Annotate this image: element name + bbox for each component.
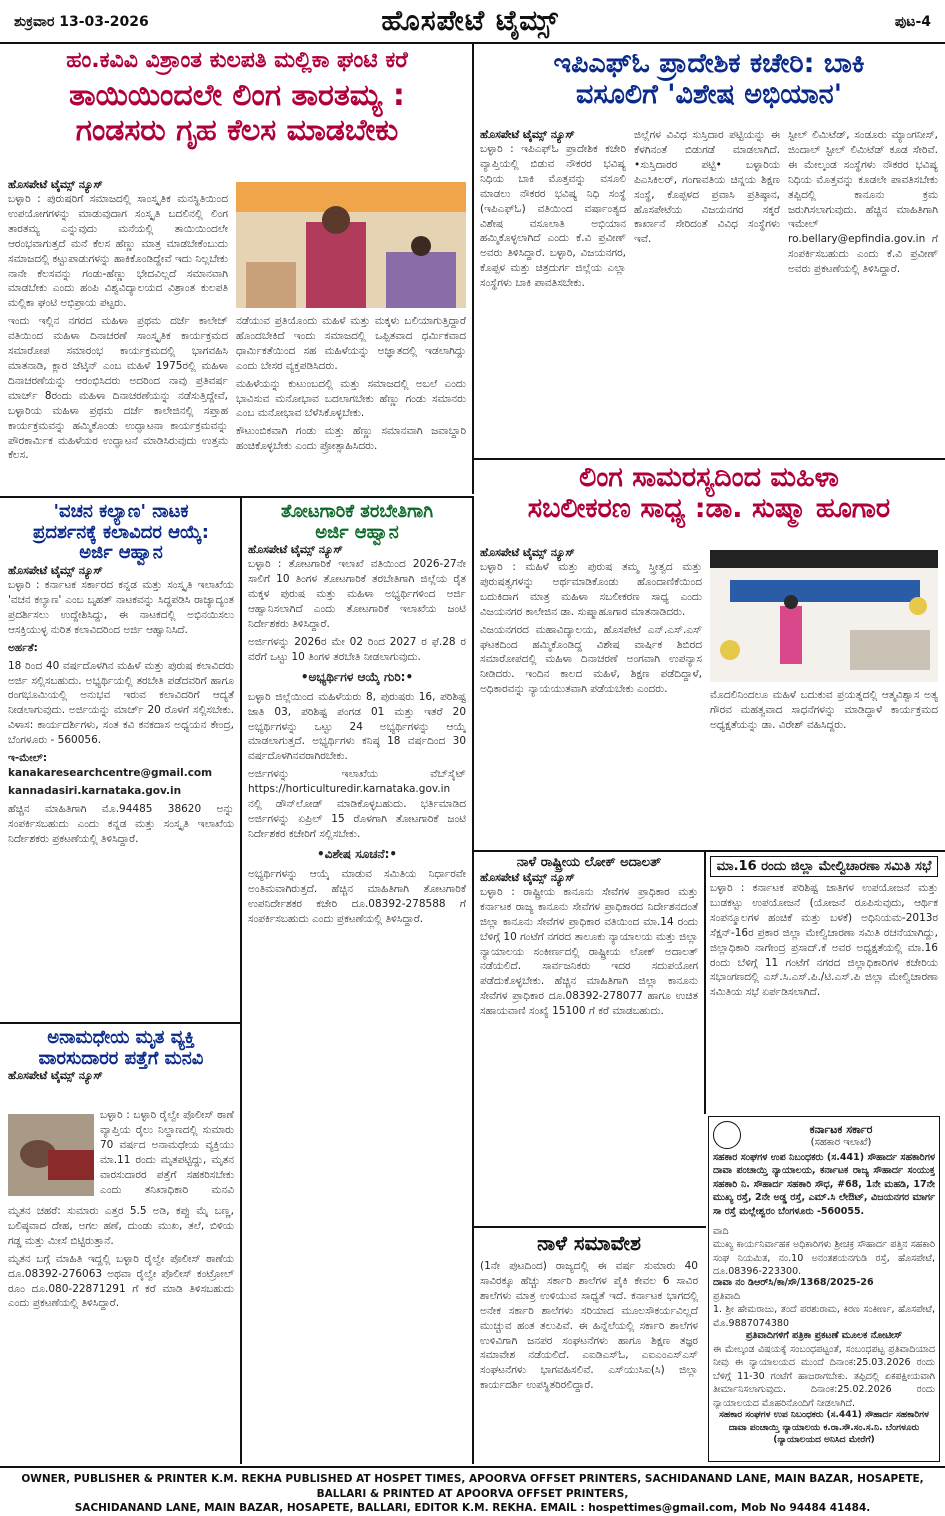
column-rule bbox=[472, 498, 474, 1464]
emblem-icon bbox=[713, 1121, 741, 1149]
story-headline-line2: ಅರ್ಜಿ ಆಹ್ವಾನ bbox=[315, 521, 399, 543]
imprint-footer bbox=[0, 1466, 945, 1515]
story-headline-line1: ತಾಯಿಯಿಂದಲೇ ಲಿಂಗ ತಾರತಮ್ಯ : bbox=[69, 78, 405, 113]
story-headline: ನಾಳೆ ಸಮಾವೇಶ bbox=[537, 1231, 641, 1255]
department-label: (ಸಹಕಾರ ಇಲಾಖೆ) bbox=[810, 1136, 872, 1148]
story-body-continued: ಮೊದಲಿನಿಂದಲೂ ಮಹಿಳೆ ಬದುಕುವ ಪ್ರಯತ್ನದಲ್ಲಿ ಆತ್ಮವಿಶ್ವಾಸ ಅತ್ಯ ಗೌರವ ಮಹತ್ವವಾದ ಸಾಧನೆಗಳನ್ನು ಮಾಡಿದ್ದಾಳೆ ಕಾರ್ಯಕ್ರಮದ ಅಧ್ಯಕ್ಷತೆಯನ್ನು ಡಾ. ವಿರೇಶ್ ವಹಿಸಿದ್ದರು. bbox=[710, 689, 938, 731]
story-headline-line1: ಲಿಂಗ ಸಾಮರಸ್ಯದಿಂದ ಮಹಿಳಾ bbox=[579, 462, 839, 493]
defendant-label: ಪ್ರತಿವಾದಿ bbox=[713, 1290, 741, 1302]
story-headline-line2: ಸಬಲೀಕರಣ ಸಾಧ್ಯ :ಡಾ. ಸುಷ್ಮಾ ಹೂಗಾರ bbox=[527, 493, 891, 525]
petitioner-label: ವಾದಿ bbox=[713, 1226, 729, 1237]
story-body: ಬಳ್ಳಾರಿ : ಕರ್ನಾಟಕ ಪರಿಶಿಷ್ಟ ಜಾತಿಗಳ ಉಪಯೋಜನೆ ಮತ್ತು ಬುಡಕಟ್ಟು ಉಪಯೋಜನೆ (ಯೋಜನೆ ರೂಪಿಸುವುದು, ಆರ್ಥಿಕ ಸಂಪನ್ಮೂಲಗಳ ಹಂಚಿಕೆ ಮತ್ತು ಬಳಕೆ) ಅಧಿನಿಯಮ-2013ರ ಸೆಕ್ಷನ್-16ರ ಪ್ರಕಾರ ಜಿಲ್ಲಾ ಮೇಲ್ವಿಚಾರಣಾ ಸಮಿತಿ ರಚನೆಯಾಗಿದ್ದು, ಜಿಲ್ಲಾಧಿಕಾರಿ ನಾಗೇಂದ್ರ ಪ್ರಸಾದ್.ಕೆ ಅವರ ಅಧ್ಯಕ್ಷತೆಯಲ್ಲಿ ಮಾ.16 ರಂದು ಬೆಳಿಗ್ಗೆ 11 ಗಂಟೆಗೆ ನಗರದ ಜಿಲ್ಲಾಧಿಕಾರಿಗಳ ಕಚೇರಿಯ ಸಭಾಂಗಣದಲ್ಲಿ ಎಸ್.ಸಿ.ಎಸ್.ಪಿ./ಟಿ.ಎಸ್.ಪಿ ಜಿಲ್ಲಾ ಮೇಲ್ವಿಚಾರಣಾ ಸಮಿತಿಯ ಸಭೆ ಏರ್ಪಡಿಸಲಾಗಿದೆ. bbox=[710, 882, 938, 999]
story-body: ಬಳ್ಳಾರಿ : ಬಳ್ಳಾರಿ ರೈಲ್ವೇ ಪೊಲೀಸ್ ಠಾಣೆ ವ್ಯಾಪ್ತಿಯ ರೈಲು ನಿಲ್ದಾಣದಲ್ಲಿ ಸುಮಾರು 70 ವರ್ಷದ ಅನಾಮಧೇಯ ವ್ಯಕ್ತಿಯು ಮಾ.11 ರಂದು ಮೃತಪಟ್ಟಿದ್ದು, ಮೃತನ ವಾರಸುದಾರರ ಪತ್ತೆಗೆ ಸಹಕರಿಸಬೇಕು ಎಂದು ತನಿಖಾಧಿಕಾರಿ ಮನವಿ bbox=[100, 1109, 234, 1196]
imprint-line1: OWNER, PUBLISHER & PRINTER K.M. REKHA PUBLISHED AT HOSPET TIMES, APOORVA OFFSET PRINTERS, SACHIDANAND LANE, MAIN BAZAR, HOSAPETE, BALLARI & PRINTED AT APOORVA OFFSET PRINTERS, bbox=[21, 1473, 924, 1500]
story-horticulture-training bbox=[248, 502, 466, 1462]
paragraph: ಬಳ್ಳಾರಿ : ಮಹಿಳೆ ಮತ್ತು ಪುರುಷ ತಮ್ಮ ಸ್ತ್ರೀತ್ವದ ಮತ್ತು ಪುರುಷತ್ವಗಳನ್ನು ಅರ್ಥಮಾಡಿಕೊಂಡು ಹೊಂದಾಣಿಕೆಯಿಂದ ಬದುಕಿದಾಗ ಮಾತ್ರ ಮಹಿಳಾ ಸಬಲೀಕರಣ ಸಾಧ್ಯ ಎಂದು ವಿಜಯನಗರ ಕಾಲೇಜಿನ ಡಾ. ಸುಷ್ಮಾಹೂಗಾರ ಮಾತನಾಡಿದರು. bbox=[480, 561, 702, 618]
speaker-photo bbox=[236, 182, 466, 308]
story-body bbox=[248, 557, 466, 1437]
story-headline-line2: ಗಂಡಸರು ಗೃಹ ಕೆಲಸ ಮಾಡಬೇಕು bbox=[75, 112, 399, 148]
story-body bbox=[8, 578, 234, 978]
story-headline: ಮಾ.16 ರಂದು ಜಿಲ್ಲಾ ಮೇಲ್ವಿಚಾರಣಾ ಸಮಿತಿ ಸಭೆ bbox=[710, 856, 938, 877]
column-rule bbox=[704, 852, 706, 1114]
story-body: ಬಳ್ಳಾರಿ : ರಾಷ್ಟ್ರೀಯ ಕಾನೂನು ಸೇವೆಗಳ ಪ್ರಾಧಿಕಾರ ಮತ್ತು ಕರ್ನಾಟಕ ರಾಜ್ಯ ಕಾನೂನು ಸೇವೆಗಳ ಪ್ರಾಧಿಕಾರದ ನಿರ್ದೇಶನದಂತೆ ಜಿಲ್ಲಾ ಕಾನೂನು ಸೇವೆಗಳ ಪ್ರಾಧಿಕಾರ ವತಿಯಿಂದ ಮಾ.14 ರಂದು ಬೆಳಿಗ್ಗೆ 10 ಗಂಟೆಗೆ ನಗರದ ತಾಲೂಕು ನ್ಯಾಯಾಲಯ ಮತ್ತು ಜಿಲ್ಲಾ ನ್ಯಾಯಾಲಯ ಸಂಕೀರ್ಣದಲ್ಲಿ ರಾಷ್ಟ್ರೀಯ ಲೋಕ್ ಅದಾಲತ್ ನಡೆಯಲಿದೆ. ಸಾರ್ವಜನಿಕರು ಇದರ ಸದುಪಯೋಗ ಪಡೆದುಕೊಳ್ಳಬೇಕು. ಹೆಚ್ಚಿನ ಮಾಹಿತಿಗಾಗಿ ಜಿಲ್ಲಾ ಕಾನೂನು ಸೇವೆಗಳ ಪ್ರಾಧಿಕಾರ ದೂ.08392-278077 ಹಾಗೂ ಉಚಿತ ಸಹಾಯವಾಣಿ ಸಂಖ್ಯೆ 15100 ಗೆ ಕರೆ ಮಾಡಬಹುದು. bbox=[480, 885, 698, 1018]
paragraph: ಮೃತನ ಚಹರೆ: ಸುಮಾರು ಎತ್ತರ 5.5 ಅಡಿ, ಕಪ್ಪು ಮೈ ಬಣ್ಣ, ಬಲಿಷ್ಠವಾದ ದೇಹ, ಅಗಲ ಹಣೆ, ದುಂಡು ಮುಖ, ತಲೆ, ಬಿಳಿಯ ಗಡ್ಡ ಮತ್ತು ಮೀಸೆ ಬಿಟ್ಟಿರುತ್ತಾನೆ. bbox=[8, 1205, 234, 1247]
paragraph: ಅರ್ಜಿಗಳನ್ನು ಇಲಾಖೆಯ ವೆಬ್‌ಸೈಟ್ https://horticulturedir.karnataka.gov.in ನಲ್ಲಿ ಡೌನ್‌ಲೋಡ್ ಮಾಡಿಕೊಳ್ಳಬಹುದು. ಭರ್ತಿಮಾಡಿದ ಅರ್ಜಿಗಳನ್ನು ಏಪ್ರಿಲ್ 15 ರೊಳಗಾಗಿ ತೋಟಗಾರಿಕೆ ಜಂಟಿ ನಿರ್ದೇಶಕರ ಕಚೇರಿಗೆ ಸಲ್ಲಿಸಬೇಕು. bbox=[248, 768, 466, 840]
section-label: •ಅಭ್ಯರ್ಥಿಗಳ ಆಯ್ಕೆ ಗುರಿ:• bbox=[300, 669, 414, 684]
story-gender-harmony bbox=[480, 462, 938, 846]
notice-title: ಪ್ರತಿವಾದಿಗಳಿಗೆ ಪತ್ರಿಕಾ ಪ್ರಕಟಣೆ ಮೂಲಕ ನೋಟೀಸ್ bbox=[745, 1330, 903, 1342]
story-headline: ನಾಳೆ ರಾಷ್ಟ್ರೀಯ ಲೋಕ್ ಅದಾಲತ್ bbox=[516, 855, 662, 870]
story-lok-adalat bbox=[480, 856, 698, 1224]
paragraph: 18 ರಿಂದ 40 ವರ್ಷದೊಳಗಿನ ಮಹಿಳೆ ಮತ್ತು ಪುರುಷ ಕಲಾವಿದರು ಅರ್ಜಿ ಸಲ್ಲಿಸಬಹುದು. ಅಭ್ಯರ್ಥಿಯಲ್ಲಿ ತರಬೇತಿ ಪಡೆದವರಿಗೆ ಹಾಗೂ ರಂಗಭೂಮಿಯಲ್ಲಿ ಅನುಭವ ಇರುವ ಕಲಾವಿದರಿಗೆ ಆದ್ಯತೆ ನೀಡಲಾಗುವುದು. ಅರ್ಜಿಯನ್ನು ಮಾರ್ಚ್ 20 ರೊಳಗೆ ಸಲ್ಲಿಸಬೇಕು. ವಿಳಾಸ: ಕಾರ್ಯದರ್ಶಿಗಳು, ಸಂತ ಕವಿ ಕನಕದಾಸ ಅಧ್ಯಯನ ಕೇಂದ್ರ, ಬೆಂಗಳೂರು - 560056. bbox=[8, 659, 234, 747]
story-byline: ಹೊಸಪೇಟೆ ಟೈಮ್ಸ್ ನ್ಯೂಸ್ bbox=[480, 546, 575, 559]
story-byline: ಹೊಸಪೇಟೆ ಟೈಮ್ಸ್ ನ್ಯೂಸ್ bbox=[480, 128, 575, 141]
imprint-line2: SACHIDANAND LANE, MAIN BAZAR, HOSAPETE, BALLARI, EDITOR K.M. REKHA. EMAIL : hospettimes@gmail.com, Mob No 94484 41484. bbox=[74, 1502, 871, 1515]
story-unidentified-body bbox=[8, 1028, 234, 1462]
paragraph: ಇಂದು ಇಲ್ಲಿನ ನಗರದ ಮಹಿಳಾ ಪ್ರಥಮ ದರ್ಜೆ ಕಾಲೇಜ್ ವತಿಯಿಂದ ಮಹಿಳಾ ದಿನಾಚರಣೆ ಸಾಂಸ್ಕೃತಿಕ ಕಾರ್ಯಕ್ರಮದ ಸಮಾರೋಪ ಸಮಾರಂಭ ಕಾರ್ಯಕ್ರಮದಲ್ಲಿ ಭಾಗವಹಿಸಿ ಮಾತನಾಡಿ, ಕ್ಲಾರ ಜೆಟ್ಕಿನ್ ಎಂಬ ಮಹಿಳೆ 1975ರಲ್ಲಿ ಮಹಿಳಾ ದಿನಾಚರಣೆಯನ್ನು ಆರಂಭಿಸಿದರು ಅದರಿಂದ ನಾವು ಪ್ರತಿವರ್ಷ ಮಾರ್ಚ್ 8ರಂದು ಮಹಿಳಾ ದಿನಾಚರಣೆಯನ್ನು ನಡೆಸುತ್ತಿದ್ದೇವೆ, ಬಳ್ಳಾರಿಯ ಮಹಿಳಾ ಪ್ರಥಮ ದರ್ಜೆ ಕಾಲೇಜಿನಲ್ಲಿ ಸಪ್ತಾಹ ಕಾರ್ಯಕ್ರಮವನ್ನು ಹಮ್ಮಿಕೊಂಡು ಉದ್ಘಾಟನಾ ಕಾರ್ಯಕ್ರಮವನ್ನು ಪೌರಕಾರ್ಮಿಕ ಮಹಿಳೆಯರ ಉದ್ಘಾಟನೆ ಮಾಡಿಸಿರುವುದು ಉತ್ತಮ ಕೆಲಸ. bbox=[8, 315, 228, 462]
story-headline-line2: ಪ್ರದರ್ಶನಕ್ಕೆ ಕಲಾವಿದರ ಆಯ್ಕೆ: bbox=[33, 521, 209, 543]
story-byline: ಹೊಸಪೇಟೆ ಟೈಮ್ಸ್ ನ್ಯೂಸ್ bbox=[8, 1069, 103, 1083]
page-number: ಪುಟ-4 bbox=[894, 14, 931, 30]
legal-notice-ad bbox=[708, 1116, 940, 1462]
notice-body: ಈ ಮೇಲ್ಕಂಡ ವಿಷಯಕ್ಕೆ ಸಂಬಂಧಪಟ್ಟಂತೆ, ಸಂಬಂಧಪಟ್ಟ ಪ್ರತಿವಾದಿಯಾದ ನೀವು ಈ ನ್ಯಾಯಾಲಯದ ಮುಂದೆ ದಿನಾಂಕ:25.03.2026 ರಂದು ಬೆಳಿಗ್ಗೆ 11-30 ಗಂಟೆಗೆ ಹಾಜರಾಗಬೇಕು. ತಪ್ಪಿದಲ್ಲಿ ಏಕಪಕ್ಷೀಯವಾಗಿ ತೀರ್ಮಾನಿಸಲಾಗುವುದು. ದಿನಾಂಕ:25.02.2026 ರಂದು ನ್ಯಾಯಾಲಯದ ಮೊಹರಿನೊಂದಿಗೆ ನೀಡಲಾಗಿದೆ. bbox=[713, 1343, 935, 1409]
newspaper-title: ಹೊಸಪೇಟೆ ಟೈಮ್ಸ್ bbox=[381, 4, 559, 37]
story-vachana-kalyana bbox=[8, 502, 234, 1022]
story-monitoring-meeting bbox=[710, 856, 938, 1112]
story-headline-line2: ವಸೂಲಿಗೆ 'ವಿಶೇಷ ಅಭಿಯಾನ' bbox=[576, 79, 842, 111]
defendant-details: 1. ಶ್ರೀ ಹೇಮರಾಜು, ತಂದೆ ಪರಶುರಾಮ, ಕಿರಣ ಸಂಕೀರ್ಣ, ಹೊಸಪೇಟೆ, ಮೊ.9887074380 bbox=[713, 1304, 935, 1329]
story-body bbox=[8, 192, 228, 492]
paragraph: ಬಳ್ಳಾರಿ : ತೋಟಗಾರಿಕೆ ಇಲಾಖೆ ವತಿಯಿಂದ 2026-27ನೇ ಸಾಲಿಗೆ 10 ತಿಂಗಳ ತೋಟಗಾರಿಕೆ ತರಬೇತಿಗಾಗಿ ಜಿಲ್ಲೆಯ ರೈತ ಮಕ್ಕಳ ಪುರುಷ ಮತ್ತು ಮಹಿಳಾ ಅಭ್ಯರ್ಥಿಗಳಿಂದ ಅರ್ಜಿ ಆಹ್ವಾನಿಸಲಾಗಿದೆ ಎಂದು ತೋಟಗಾರಿಕೆ ಇಲಾಖೆಯ ಜಂಟಿ ನಿರ್ದೇಶಕರು ತಿಳಿಸಿದ್ದಾರೆ. bbox=[248, 558, 466, 630]
paragraph: ಅರ್ಜಿಗಳನ್ನು 2026ರ ಮೇ 02 ರಿಂದ 2027 ರ ಫೆ.28 ರ ವರೆಗೆ ಒಟ್ಟು 10 ತಿಂಗಳ ತರಬೇತಿ ನೀಡಲಾಗುವುದು. bbox=[248, 635, 466, 663]
paragraph: ಮಹಿಳೆಯನ್ನು ಕುಟುಂಬದಲ್ಲಿ ಮತ್ತು ಸಮಾಜದಲ್ಲಿ ಅಬಲೆ ಎಂದು ಭಾವಿಸುವ ಮನೋಭಾವ ಬದಲಾಗಬೇಕು ಹೆಣ್ಣು ಗಂಡು ಸಮಾನರು ಎಂಬ ಮನೋಭಾವ ಬೆಳೆಸಿಕೊಳ್ಳಬೇಕು. bbox=[236, 377, 466, 420]
story-convention bbox=[480, 1232, 698, 1462]
column-rule bbox=[240, 498, 242, 1464]
website-link[interactable]: kannadasiri.karnataka.gov.in bbox=[8, 784, 182, 797]
story-body bbox=[480, 560, 702, 850]
section-rule bbox=[474, 458, 945, 460]
paragraph: ಅಭ್ಯರ್ಥಿಗಳನ್ನು ಆಯ್ಕೆ ಮಾಡುವ ಸಮಿತಿಯ ನಿರ್ಧಾರವೇ ಅಂತಿಮವಾಗಿರುತ್ತದೆ. ಹೆಚ್ಚಿನ ಮಾಹಿತಿಗಾಗಿ ತೋಟಗಾರಿಕೆ ಉಪನಿರ್ದೇಶಕರ ಕಚೇರಿ ದೂ.08392-278588 ಗೆ ಸಂಪರ್ಕಿಸಬಹುದು ಎಂದು ಪ್ರಕಟಣೆಯಲ್ಲಿ ತಿಳಿಸಿದ್ದಾರೆ. bbox=[248, 867, 466, 925]
section-label: •ವಿಶೇಷ ಸೂಚನೆ:• bbox=[316, 846, 398, 861]
court-address: ಸಹಕಾರ ಸಂಘಗಳ ಉಪ ನಿಬಂಧಕರು (ಸ.441) ಸೌಹಾರ್ದ ಸಹಕಾರಿಗಳ ದಾವಾ ಪಂಚಾಯ್ತಿ ನ್ಯಾಯಾಲಯ, ಕರ್ನಾಟಕ ರಾಜ್ಯ ಸೌಹಾರ್ದ ಸಂಯುಕ್ತ ಸಹಕಾರಿ ನಿ. ಸೌಹಾರ್ದ ಸಹಕಾರಿ ಸೌಧ, #68, 1ನೇ ಮಹಡಿ, 17ನೇ ಮುಖ್ಯ ರಸ್ತೆ, 2ನೇ ಅಡ್ಡ ರಸ್ತೆ, ಎಮ್.ಸಿ ಲೇಔಟ್, ವಿಜಯನಗರ ಮಾರ್ಗ ಸಾ ರಸ್ತೆ ಮಲ್ಲೇಶ್ವರಂ ಬೆಂಗಳೂರು -560055. bbox=[713, 1152, 935, 1217]
story-epfo-drive bbox=[480, 48, 938, 454]
section-rule bbox=[0, 1022, 240, 1024]
government-label: ಕರ್ನಾಟಕ ಸರ್ಕಾರ bbox=[809, 1122, 873, 1136]
section-rule bbox=[474, 1226, 706, 1228]
story-kicker: ಹಂ.ಕವಿವಿ ವಿಶ್ರಾಂತ ಕುಲಪತಿ ಮಲ್ಲಿಕಾ ಘಂಟಿ ಕರೆ bbox=[66, 48, 408, 73]
story-headline-line2: ವಾರಸುದಾರರ ಪತ್ತೆಗೆ ಮನವಿ bbox=[38, 1047, 204, 1069]
petitioner-details: ಮುಖ್ಯ ಕಾರ್ಯನಿರ್ವಾಹಕ ಅಧಿಕಾರಿಗಳು ಶ್ರೀಚಕ್ರ ಸೌಹಾರ್ದ ಪತ್ತಿನ ಸಹಕಾರಿ ಸಂಘ ನಿಯಮಿತ, ನಂ.10 ಅನಂತಶಯನಗುಡಿ ರಸ್ತೆ, ಹೊಸಪೇಟೆ, ದೂ.08396-223300. bbox=[713, 1239, 935, 1277]
paragraph: ಹೆಚ್ಚಿನ ಮಾಹಿತಿಗಾಗಿ ಮೊ.94485 38620 ಅನ್ನು ಸಂಪರ್ಕಿಸಬಹುದು ಎಂದು ಕನ್ನಡ ಮತ್ತು ಸಂಸ್ಕೃತಿ ಇಲಾಖೆಯ ನಿರ್ದೇಶಕರು ಪ್ರಕಟಣೆಯಲ್ಲಿ ತಿಳಿಸಿದ್ದಾರೆ. bbox=[8, 802, 234, 845]
story-byline: ಹೊಸಪೇಟೆ ಟೈಮ್ಸ್ ನ್ಯೂಸ್ bbox=[8, 178, 103, 191]
story-headline-line1: 'ವಚನ ಕಲ್ಯಾಣ' ನಾಟಕ bbox=[53, 501, 189, 522]
story-body: (1ನೇ ಪುಟದಿಂದ) ರಾಜ್ಯದಲ್ಲಿ ಈ ವರ್ಷ ಸುಮಾರು 40 ಸಾವಿರಕ್ಕೂ ಹೆಚ್ಚು ಸರ್ಕಾರಿ ಶಾಲೆಗಳ ಪೈಕಿ ಕೇವಲ 6 ಸಾವಿರ ಶಾಲೆಗಳು ಮಾತ್ರ ಉಳಿಯುವ ಸಾಧ್ಯತೆ ಇದೆ. ಕರ್ನಾಟಕ ಭಾಗದಲ್ಲಿ ಅನೇಕ ಸರ್ಕಾರಿ ಶಾಲೆಗಳು ಸರಿಯಾದ ಮೂಲಸೌಕರ್ಯವಿಲ್ಲದೆ ಮುಚ್ಚುವ ಹಂತ ತಲುಪಿವೆ. ಈ ಹಿನ್ನೆಲೆಯಲ್ಲಿ ಸರ್ಕಾರಿ ಶಾಲೆಗಳ ಉಳಿವಿಗಾಗಿ ಜನಪರ ಸಂಘಟನೆಗಳು ಹಾಗೂ ಶಿಕ್ಷಣ ತಜ್ಞರ ಸಮಾವೇಶ ನಡೆಯಲಿದೆ. ಎಐಡಿಎಸ್‌ಓ, ಎಐಎಂಎಸ್‌ಎಸ್ ಸಂಘಟನೆಗಳು ಭಾಗವಹಿಸಲಿವೆ. ಎಸ್‌ಯುಸಿಐ(ಸಿ) ಜಿಲ್ಲಾ ಕಾರ್ಯದರ್ಶಿ ಉಪಸ್ಥಿತರಿರಲಿದ್ದಾರೆ. bbox=[480, 1260, 698, 1392]
notice-signature: ಸಹಕಾರ ಸಂಘಗಳ ಉಪ ನಿಬಂಧಕರು (ಸ.441) ಸೌಹಾರ್ದ ಸಹಕಾರಿಗಳ ದಾವಾ ಪಂಚಾಯ್ತಿ ನ್ಯಾಯಾಲಯ ಕ.ರಾ.ಸೌ.ಸಂ.ಸ.ನಿ. ಬೆಂಗಳೂರು (ನ್ಯಾಯಾಲಯದ ಅನಿಸಿದ ಮೇರೆಗೆ) bbox=[719, 1409, 929, 1446]
story-byline: ಹೊಸಪೇಟೆ ಟೈಮ್ಸ್ ನ್ಯೂಸ್ bbox=[248, 543, 343, 557]
section-rule bbox=[474, 850, 945, 852]
story-body-continued bbox=[236, 314, 466, 490]
story-headline-line1: ಇಪಿಎಫ್‌ಓ ಪ್ರಾದೇಶಿಕ ಕಚೇರಿ: ಬಾಕಿ bbox=[553, 48, 865, 79]
column-rule bbox=[472, 44, 474, 494]
story-gender-discrimination bbox=[8, 48, 466, 492]
story-byline: ಹೊಸಪೇಟೆ ಟೈಮ್ಸ್ ನ್ಯೂಸ್ bbox=[8, 564, 103, 578]
story-headline-line1: ಅನಾಮಧೇಯ ಮೃತ ವ್ಯಕ್ತಿ bbox=[47, 1027, 195, 1048]
story-body-col2: ಜಿಲ್ಲೆಗಳ ವಿವಿಧ ಸುಸ್ತಿದಾರ ಪಟ್ಟಿಯನ್ನು ಈ ಕೆಳಗಿನಂತೆ ಬಿಡುಗಡೆ ಮಾಡಲಾಗಿದೆ. •ಸುಸ್ತಿದಾರರ ಪಟ್ಟಿ• ಬಳ್ಳಾರಿಯ ಪಿಎಸಿಕಿಲರ್, ಗಂಗಾವತಿಯ ಚಿನ್ನಯ ಶಿಕ್ಷಣ ಸಂಸ್ಥೆ, ಕೊಪ್ಪಳದ ಪ್ರವಾಸಿ ಪ್ರತಿಷ್ಠಾನ, ಹೊಸಪೇಟೆಯ ವಿಜಯನಗರ ಸಕ್ಕರೆ ಕಾರ್ಖಾನೆ ಸೇರಿದಂತೆ ವಿವಿಧ ಸಂಸ್ಥೆಗಳು ಇವೆ. bbox=[634, 129, 780, 246]
story-body-col3: ಸ್ಟೀಲ್ ಲಿಮಿಟೆಡ್, ಸಂಡೂರು ಮ್ಯಾಂಗನೀಸ್, ಜಿಂದಾಲ್ ಸ್ಟೀಲ್ ಲಿಮಿಟೆಡ್ ಕೂಡ ಸೇರಿವೆ. ಈ ಮೇಲ್ಕಂಡ ಸಂಸ್ಥೆಗಳು ನೌಕರರ ಭವಿಷ್ಯ ನಿಧಿಯ ಮೊತ್ತವನ್ನು ಕೂಡಲೇ ಪಾವತಿಸಬೇಕು ತಪ್ಪಿದಲ್ಲಿ ಕಾನೂನು ಕ್ರಮ ಜರುಗಿಸಲಾಗುವುದು. ಹೆಚ್ಚಿನ ಮಾಹಿತಿಗಾಗಿ ಇಮೇಲ್ ro.bellary@epfindia.gov.in ಗೆ ಸಂಪರ್ಕಿಸಬಹುದು ಎಂದು ಕೆ.ವಿ ಪ್ರವೀಣ್ ಅವರು ಪ್ರಕಟಣೆಯಲ್ಲಿ ತಿಳಿಸಿದ್ದಾರೆ. bbox=[788, 129, 938, 276]
contact-email[interactable]: ಇ-ಮೇಲ್: kanakaresearchcentre@gmail.com bbox=[8, 752, 213, 779]
paragraph: ಕೌಟುಂಬಿಕವಾಗಿ ಗಂಡು ಮತ್ತು ಹೆಣ್ಣು ಸಮಾನವಾಗಿ ಜವಾಬ್ದಾರಿ ಹಂಚಿಕೊಳ್ಳಬೇಕು ಎಂದು ಪ್ರೋತ್ಸಾಹಿಸಿದರು. bbox=[236, 425, 466, 453]
story-byline: ಹೊಸಪೇಟೆ ಟೈಮ್ಸ್ ನ್ಯೂಸ್ bbox=[480, 870, 575, 884]
story-body-continued bbox=[8, 1204, 234, 1456]
issue-date: ಶುಕ್ರವಾರ 13-03-2026 bbox=[14, 14, 149, 30]
deceased-photo bbox=[8, 1114, 94, 1196]
paragraph: ಮೃತನ ಬಗ್ಗೆ ಮಾಹಿತಿ ಇದ್ದಲ್ಲಿ ಬಳ್ಳಾರಿ ರೈಲ್ವೇ ಪೊಲೀಸ್ ಠಾಣೆಯ ದೂ.08392-276063 ಅಥವಾ ರೈಲ್ವೇ ಪೊಲೀಸ್ ಕಂಟ್ರೋಲ್ ರೂಂ ದೂ.080-22871291 ಗೆ ಕರೆ ಮಾಡಿ ತಿಳಿಸಬಹುದು ಎಂದು ಪ್ರಕಟಣೆಯಲ್ಲಿ ತಿಳಿಸಿದ್ದಾರೆ. bbox=[8, 1252, 234, 1310]
story-headline-line1: ತೋಟಗಾರಿಕೆ ತರಬೇತಿಗಾಗಿ bbox=[280, 501, 434, 522]
story-body-col1: ಬಳ್ಳಾರಿ : ಇಪಿಎಫ್‌ಓ ಪ್ರಾದೇಶಿಕ ಕಚೇರಿ ವ್ಯಾಪ್ತಿಯಲ್ಲಿ ಬಿಡುವ ನೌಕರರ ಭವಿಷ್ಯ ನಿಧಿಯ ಬಾಕಿ ಮೊತ್ತವನ್ನು ವಸೂಲಿ ಮಾಡಲು ನೌಕರರ ಭವಿಷ್ಯ ನಿಧಿ ಸಂಸ್ಥೆ (ಇಪಿಎಫ್‌ಓ) ವತಿಯಿಂದ ವರ್ಷಾಂತ್ಯದ ವಿಶೇಷ ವಸೂಲಾತಿ ಅಭಿಯಾನ ಹಮ್ಮಿಕೊಳ್ಳಲಾಗಿದೆ ಎಂದು ಕೆ.ವಿ ಪ್ರವೀಣ್ ಅವರು ತಿಳಿಸಿದ್ದಾರೆ. ಬಳ್ಳಾರಿ, ವಿಜಯನಗರ, ಕೊಪ್ಪಳ ಮತ್ತು ಚಿತ್ರದುರ್ಗ ಜಿಲ್ಲೆಯ ಎಲ್ಲಾ ಸಂಸ್ಥೆಗಳು ಬಾಕಿ ಪಾವತಿಸಬೇಕು. bbox=[480, 143, 626, 290]
event-photo bbox=[710, 550, 938, 682]
case-number: ದಾವಾ ನಂ ಡಿಆರ್‌ಸಿ/ಕಾ/ಸೌ/1368/2025-26 bbox=[713, 1277, 874, 1289]
paragraph: ಬಳ್ಳಾರಿ : ಪುರುಷರಿಗೆ ಸಮಾಜದಲ್ಲಿ ಸಾಂಸ್ಕೃತಿಕ ಮನಸ್ಥಿತಿಯಿಂದ ಉಪಯೋಗಗಳನ್ನು ಮಾಡುವುದಾಗ ಸಂಸ್ಕೃತಿ ಬದಲಿನಲ್ಲಿ ಲಿಂಗ ತಾರತಮ್ಯ ಎನ್ನುವುದು ಮನೆಯಲ್ಲಿ ತಾಯಿಯಿಂದಲೇ ಆರಂಭವಾಗುತ್ತದೆ ಮನೆ ಕೆಲಸ ಹೆಣ್ಣು ಮಾತ್ರ ಮಾಡಬೇಕೆಂಬುದು ಸಮಾಜದಲ್ಲಿ ಕಟ್ಟುಪಾಡುಗಳನ್ನು ಹಾಕಿಕೊಂಡಿದ್ದೇವೆ ಇದು ನಿಲ್ಲಬೇಕು ನಾನೇ ಕೆಲಸವನ್ನು ಗಂಡು-ಹೆಣ್ಣು ಭೇದವಿಲ್ಲದೆ ಸಮಾನವಾಗಿ ಮಾಡಬೇಕು ಎಂದು ಹಂಪಿ ವಿಶ್ವವಿದ್ಯಾಲಯದ ವಿಶ್ರಾಂತ ಕುಲಪತಿ ಮಲ್ಲಿಕಾ ಘಂಟಿ ಅಭಿಪ್ರಾಯ ಪಟ್ಟರು. bbox=[8, 193, 228, 310]
paragraph: ವಿಜಯನಗರದ ಮಹಾವಿದ್ಯಾಲಯ, ಹೊಸಪೇಟೆ ಎನ್.ಎಸ್.ಎಸ್ ಘಟಕದಿಂದ ಹಮ್ಮಿಕೊಂಡಿದ್ದ ವಿಶೇಷ ವಾರ್ಷಿಕ ಶಿಬಿರದ ಸಮಾರೋಪದಲ್ಲಿ ಮಹಿಳಾ ದಿನಾಚರಣೆ ಅಂಗವಾಗಿ ಉಪನ್ಯಾಸ ನೀಡಿದರು. ಇಂದಿನ ಕಾಲದ ಮಹಿಳೆ, ಶಿಕ್ಷಣ ಪಡೆದಿದ್ದಾಳೆ, ಅಧಿಕಾರವನ್ನು ನ್ಯಾಯಯುತವಾಗಿ ಪಡೆಯಬೇಕು ಎಂದರು. bbox=[480, 623, 702, 696]
paragraph: ನಡೆಯುವ ಪ್ರತಿಯೊಂದು ಮಹಿಳೆ ಮತ್ತು ಮಕ್ಕಳು ಬಲಿಯಾಗುತ್ತಿದ್ದಾರೆ ಹೊಂದಬೇಕಿದೆ ಇಂದು ಸಮಾಜದಲ್ಲಿ ಒಪ್ಪಿತವಾದ ಧರ್ಮಿಕವಾದ ಧಾರ್ಮಿಕತೆಯಿಂದ ಸಹ ಮಹಿಳೆಯನ್ನು ಅಜ್ಞಾತದಲ್ಲಿ ಇಡಲಾಗಿದ್ದು ಎಂದು ಬೇಸರ ವ್ಯಕ್ತಪಡಿಸಿದರು. bbox=[236, 315, 466, 372]
story-headline-line3: ಅರ್ಜಿ ಆಹ್ವಾನ bbox=[79, 542, 163, 564]
paragraph: ಬಳ್ಳಾರಿ ಜಿಲ್ಲೆಯಿಂದ ಮಹಿಳೆಯರು 8, ಪುರುಷರು 16, ಪರಿಶಿಷ್ಟ ಜಾತಿ 03, ಪರಿಶಿಷ್ಟ ಪಂಗಡ 01 ಮತ್ತು ಇತರೆ 20 ಅಭ್ಯರ್ಥಿಗಳನ್ನು ಒಟ್ಟು 24 ಅಭ್ಯರ್ಥಿಗಳನ್ನು ಆಯ್ಕೆ ಮಾಡಲಾಗುತ್ತದೆ. ಅಭ್ಯರ್ಥಿಗಳು ಕನಿಷ್ಠ 18 ವರ್ಷದಿಂದ 30 ವರ್ಷದೊಳಗಿನವರಾಗಿರಬೇಕು. bbox=[248, 690, 466, 763]
section-rule bbox=[0, 496, 474, 498]
section-label: ಅರ್ಹತೆ: bbox=[8, 641, 38, 654]
masthead-bar bbox=[0, 0, 945, 44]
paragraph: ಬಳ್ಳಾರಿ : ಕರ್ನಾಟಕ ಸರ್ಕಾರದ ಕನ್ನಡ ಮತ್ತು ಸಂಸ್ಕೃತಿ ಇಲಾಖೆಯ 'ವಚನ ಕಲ್ಯಾಣ' ಎಂಬ ಬೃಹತ್ ನಾಟಕವನ್ನು ಸಿದ್ಧಪಡಿಸಿ ರಾಜ್ಯಾದ್ಯಂತ ಪ್ರದರ್ಶಿಸಲು ಉದ್ದೇಶಿಸಿದ್ದು, ಈ ನಾಟಕದಲ್ಲಿ ಅಭಿನಯಿಸಲು ಆಸಕ್ತಿಯುಳ್ಳ ನುರಿತ ಕಲಾವಿದರಿಂದ ಅರ್ಜಿ ಆಹ್ವಾನಿಸಿದೆ. bbox=[8, 579, 234, 636]
